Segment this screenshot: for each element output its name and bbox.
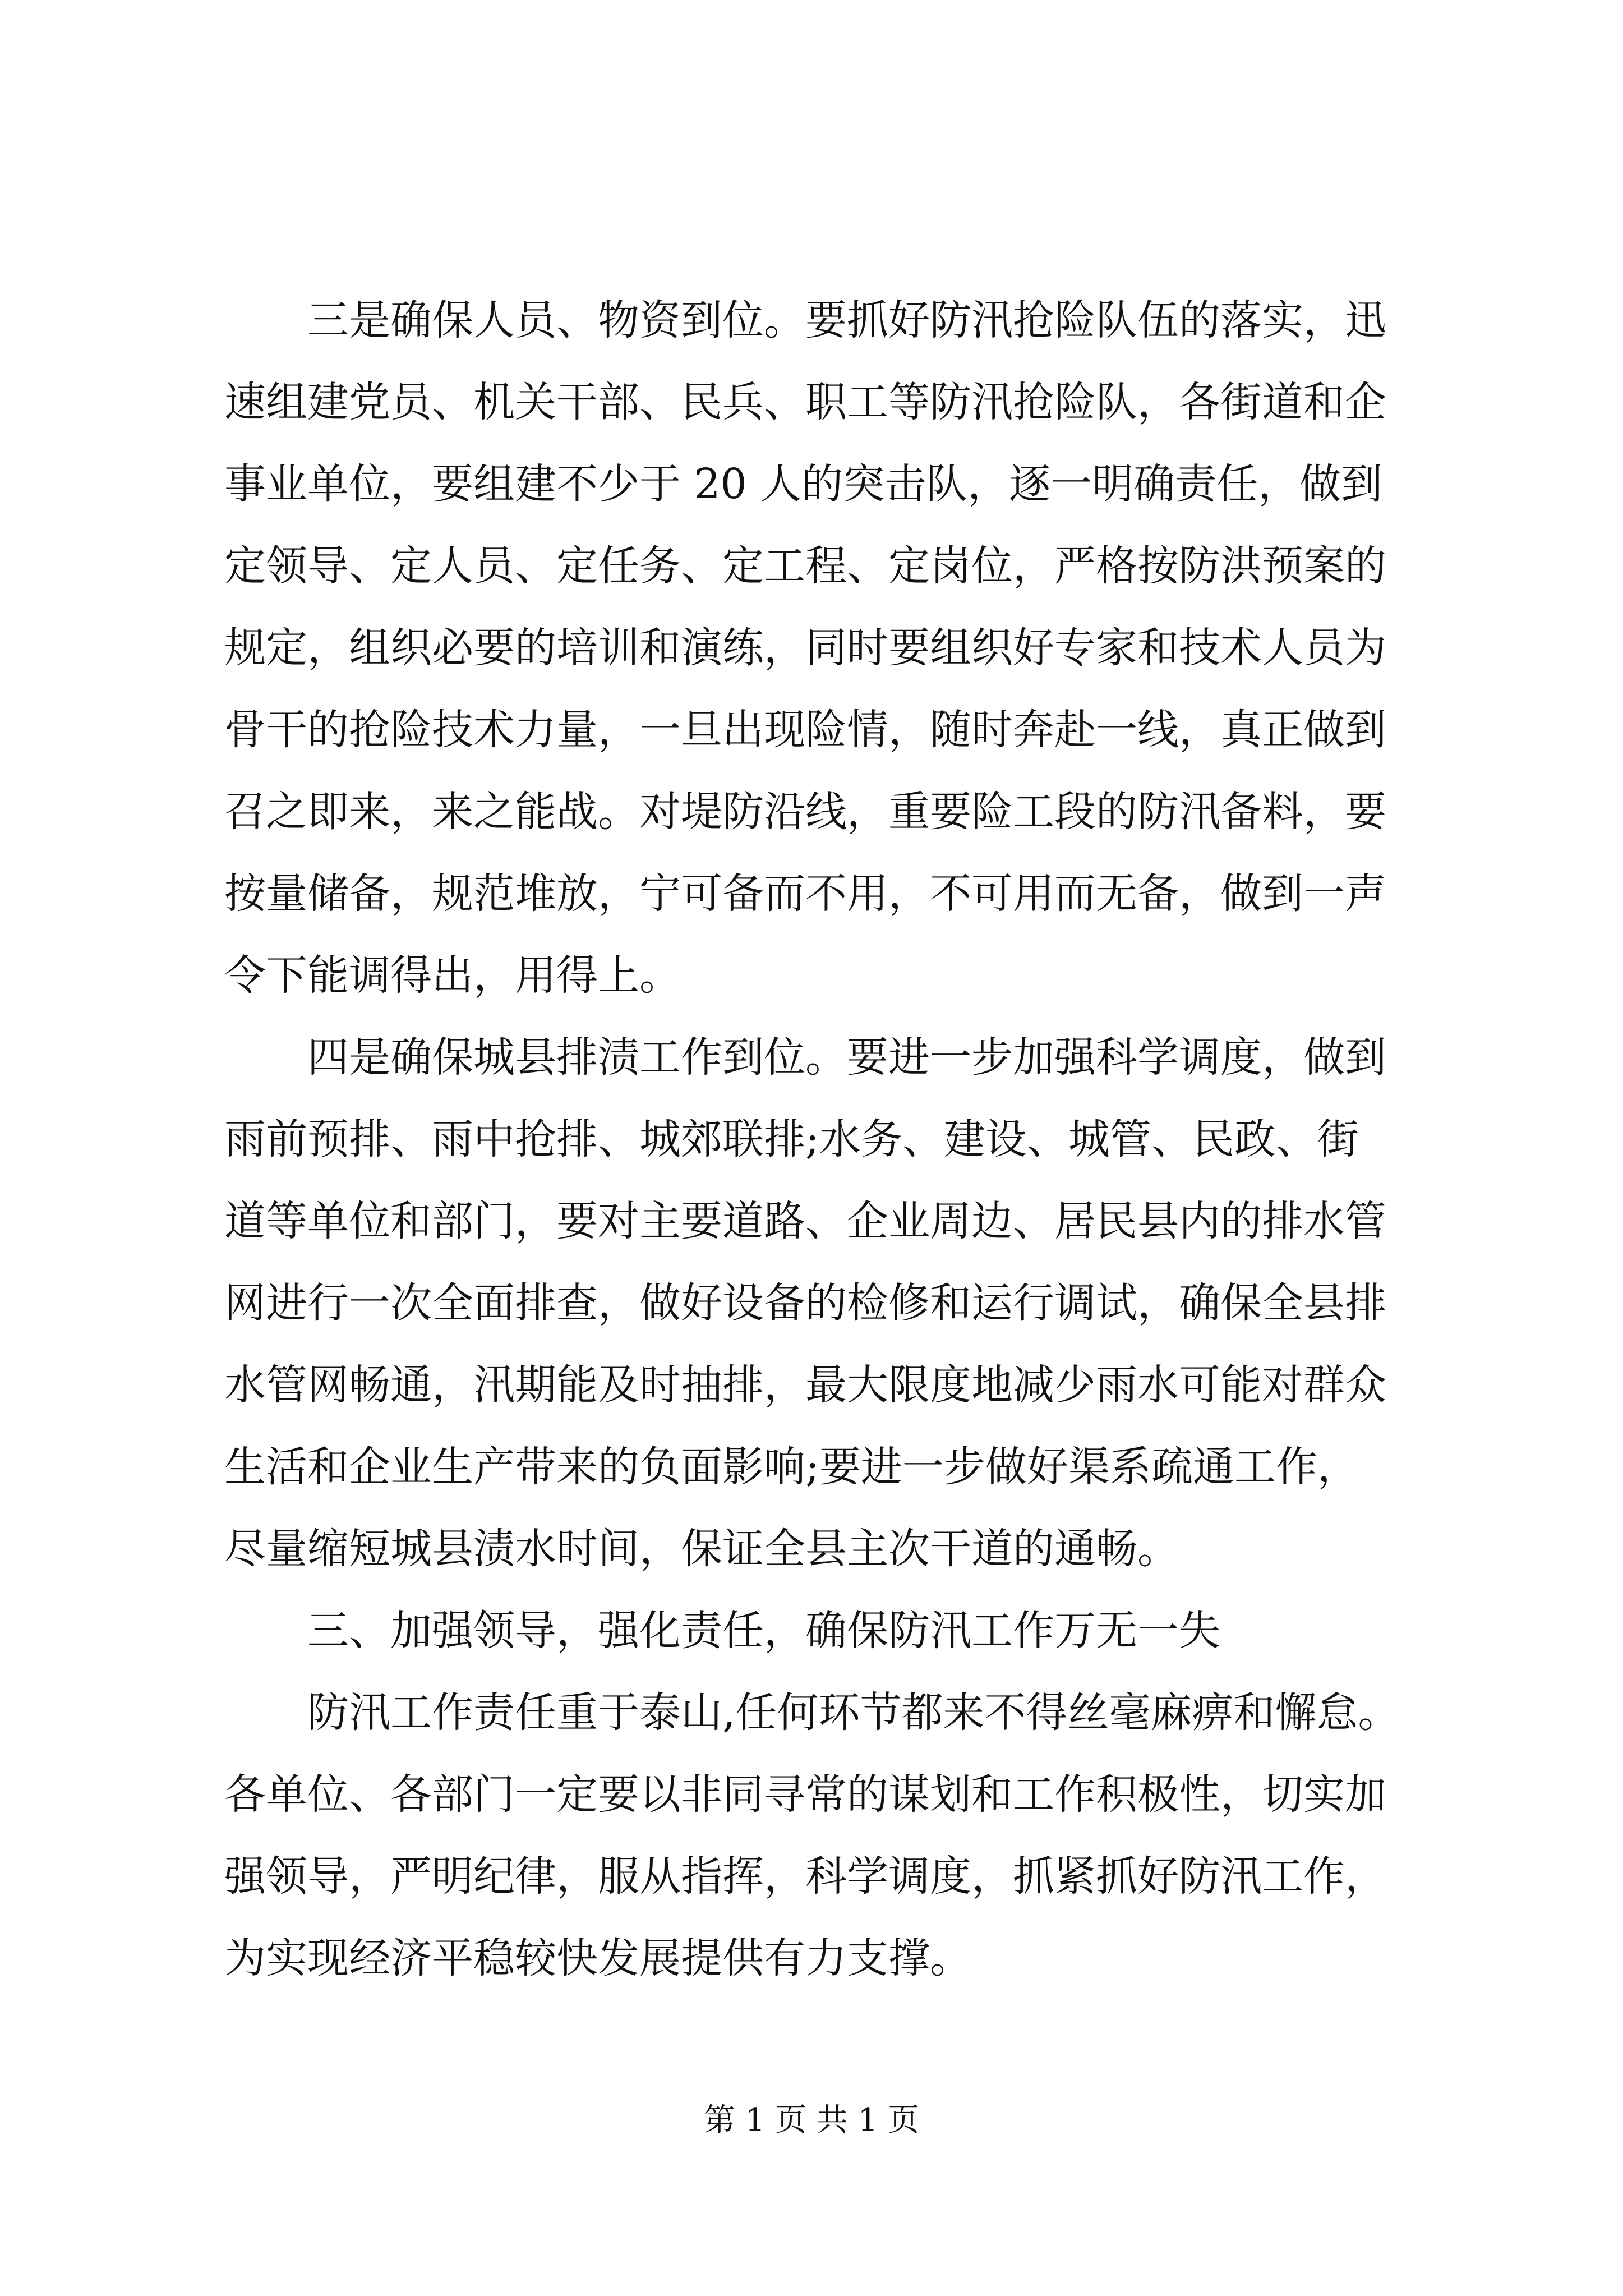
section-heading: 三、加强领导，强化责任，确保防汛工作万无一失 bbox=[224, 1607, 1220, 1655]
text-line: 各单位、各部门一定要以非同寻常的谋划和工作积极性，切实加 bbox=[224, 1770, 1386, 1819]
text-line: 水管网畅通，汛期能及时抽排，最大限度地减少雨水可能对群众 bbox=[224, 1361, 1386, 1409]
text-line: 生活和企业生产带来的负面影响;要进一步做好渠系疏通工作， bbox=[224, 1443, 1359, 1491]
text-line: 召之即来，来之能战。对堤防沿线，重要险工段的防汛备料，要 bbox=[224, 788, 1386, 836]
text-line: 雨前预排、雨中抢排、城郊联排;水务、建设、城管、民政、街 bbox=[224, 1115, 1359, 1163]
text-line: 按量储备，规范堆放，宁可备而不用，不可用而无备，做到一声 bbox=[224, 869, 1386, 918]
text-line: 为实现经济平稳较快发展提供有力支撑。 bbox=[224, 1934, 971, 1982]
text-line: 规定，组织必要的培训和演练，同时要组织好专家和技术人员为 bbox=[224, 624, 1386, 672]
text-line: 速组建党员、机关干部、民兵、职工等防汛抢险队，各街道和企 bbox=[224, 378, 1386, 426]
text-line: 骨干的抢险技术力量，一旦出现险情，随时奔赴一线，真正做到 bbox=[224, 706, 1386, 754]
text-line: 网进行一次全面排查，做好设备的检修和运行调试，确保全县排 bbox=[224, 1279, 1386, 1327]
text-line: 尽量缩短城县渍水时间，保证全县主次干道的通畅。 bbox=[224, 1525, 1179, 1573]
text-line: 三是确保人员、物资到位。要抓好防汛抢险队伍的落实，迅 bbox=[224, 296, 1386, 344]
text-line: 令下能调得出，用得上。 bbox=[224, 951, 681, 1000]
text-line: 道等单位和部门，要对主要道路、企业周边、居民县内的排水管 bbox=[224, 1197, 1386, 1245]
text-line: 强领导，严明纪律，服从指挥，科学调度，抓紧抓好防汛工作， bbox=[224, 1852, 1386, 1901]
text-line: 定领导、定人员、定任务、定工程、定岗位，严格按防洪预案的 bbox=[224, 542, 1386, 590]
document-body bbox=[224, 279, 1419, 1999]
text-line: 四是确保城县排渍工作到位。要进一步加强科学调度，做到 bbox=[224, 1033, 1386, 1082]
text-line: 事业单位，要组建不少于 20 人的突击队，逐一明确责任，做到 bbox=[224, 460, 1383, 508]
text-line: 防汛工作责任重于泰山,任何环节都来不得丝毫麻痹和懈怠。 bbox=[224, 1688, 1400, 1737]
page-footer: 第 1 页 共 1 页 bbox=[703, 2102, 920, 2138]
